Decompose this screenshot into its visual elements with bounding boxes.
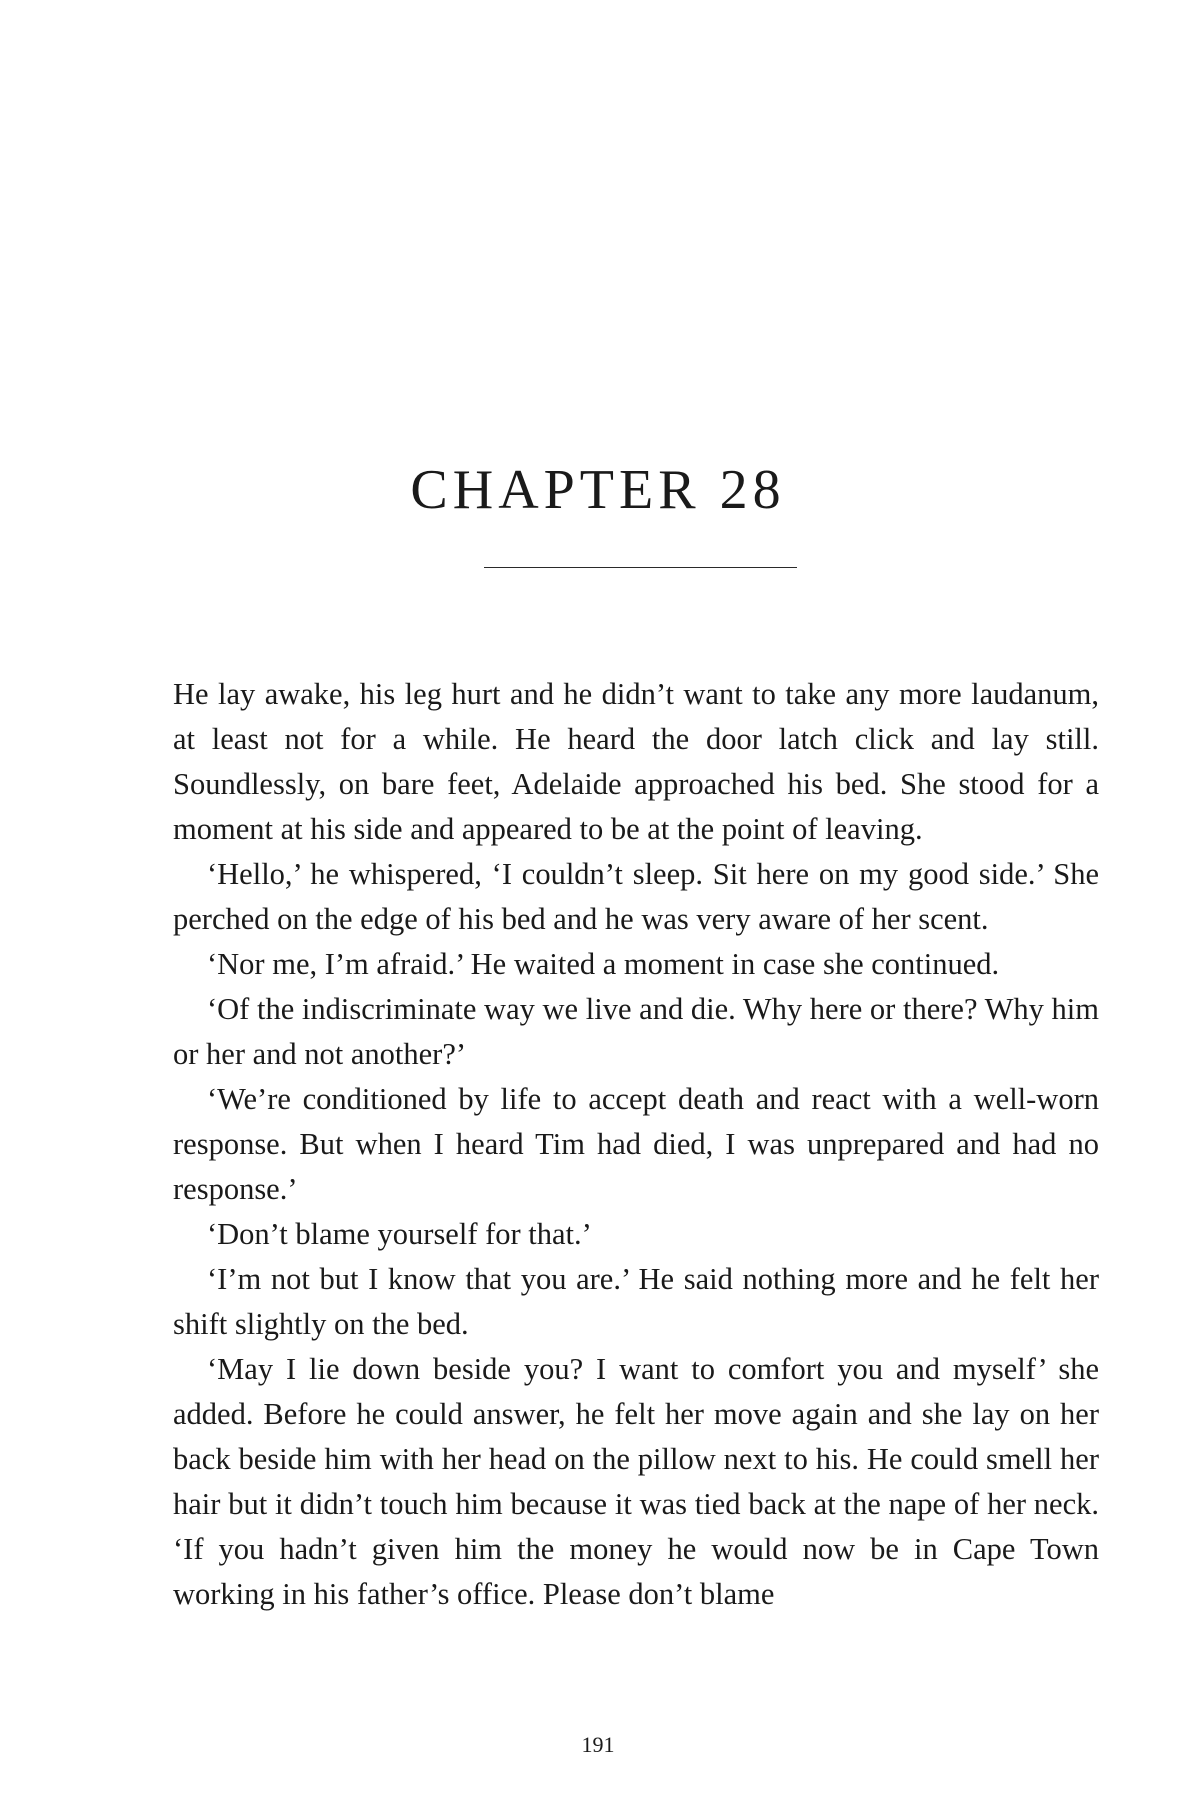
page-number: 191: [581, 1732, 615, 1757]
paragraph: He lay awake, his leg hurt and he didn’t want to take any more laudanum, at least not for a while. He heard the door latch click and lay still. Soundlessly, on bare feet, Adelaide approached his bed. She stood for a moment at his side and appeared to be at the point of leaving.: [173, 677, 1099, 846]
paragraph: ‘Nor me, I’m afraid.’ He waited a moment in case she continued.: [207, 947, 1000, 981]
chapter-body: [173, 672, 1099, 1617]
paragraph: ‘I’m not but I know that you are.’ He said nothing more and he felt her shift slightly on the bed.: [173, 1262, 1099, 1341]
paragraph: ‘Of the indiscriminate way we live and die. Why here or there? Why him or her and not another?’: [173, 992, 1099, 1071]
paragraph: ‘May I lie down beside you? I want to comfort you and myself’ she added. Before he could answer, he felt her move again and she lay on her back beside him with her head on the pillow next to his. He could smell her hair but it didn’t touch him because it was tied back at the nape of her neck. ‘If you hadn’t given him the money he would now be in Cape Town working in his father’s office. Please don’t blame: [173, 1352, 1099, 1611]
paragraph: ‘Hello,’ he whispered, ‘I couldn’t sleep. Sit here on my good side.’ She perched on the edge of his bed and he was very aware of her scent.: [173, 857, 1099, 936]
chapter-title: CHAPTER 28: [410, 459, 786, 521]
title-divider: [484, 567, 797, 568]
paragraph: ‘Don’t blame yourself for that.’: [207, 1217, 592, 1251]
paragraph: ‘We’re conditioned by life to accept death and react with a well-worn response. But when I heard Tim had died, I was unprepared and had no response.’: [173, 1082, 1099, 1206]
